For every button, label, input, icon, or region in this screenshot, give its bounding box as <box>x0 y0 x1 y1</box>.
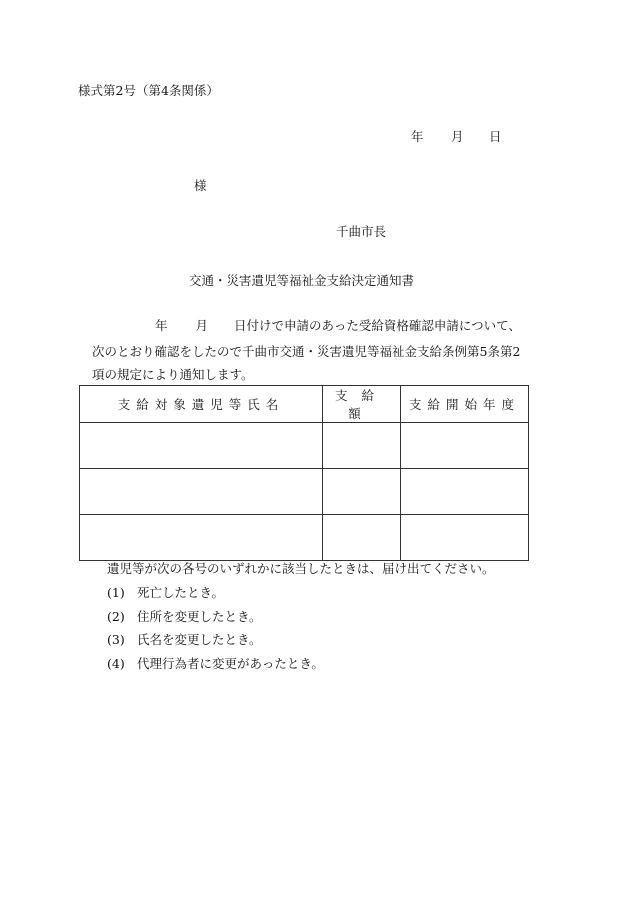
cell-start-year <box>401 423 529 469</box>
header-benefit-amount: 支給額 <box>323 386 401 423</box>
notice-item-text: 住所を変更したとき。 <box>137 609 262 624</box>
notice-intro: 遺児等が次の各号のいずれかに該当したときは、届け出てください。 <box>107 561 495 576</box>
notice-item-text: 死亡したとき。 <box>137 585 225 600</box>
header-recipient-name: 支給対象遺児等氏名 <box>80 386 323 423</box>
notice-item-number: (4) <box>107 656 125 671</box>
body-month-label: 月 <box>195 318 209 333</box>
date-month-label: 月 <box>451 129 464 144</box>
body-year-label: 年 <box>155 318 168 333</box>
table-row <box>80 423 529 469</box>
body-line-2: 次のとおり確認をしたので千曲市交通・災害遺児等福祉金支給条例第5条第2 <box>92 344 521 359</box>
addressee-suffix: 様 <box>194 178 207 193</box>
body-line-3: 項の規定により通知します。 <box>92 367 254 382</box>
cell-recipient-name <box>80 469 323 515</box>
notice-item-number: (2) <box>107 609 125 624</box>
cell-benefit-amount <box>323 423 401 469</box>
date-year-label: 年 <box>411 129 424 144</box>
table-row <box>80 469 529 515</box>
benefit-table <box>79 385 529 561</box>
notice-item-number: (3) <box>107 632 125 647</box>
document-title: 交通・災害遺児等福祉金支給決定通知書 <box>189 273 415 288</box>
cell-start-year <box>401 469 529 515</box>
table-row <box>80 515 529 561</box>
body-line-1-text: 日付けで申請のあった受給資格確認申請について、 <box>234 318 521 333</box>
body-line-1 <box>155 320 521 333</box>
cell-start-year <box>401 515 529 561</box>
date-day-label: 日 <box>489 129 502 144</box>
cell-benefit-amount <box>323 469 401 515</box>
cell-recipient-name <box>80 423 323 469</box>
notice-item-text: 氏名を変更したとき。 <box>137 632 262 647</box>
cell-recipient-name <box>80 515 323 561</box>
header-start-year: 支給開始年度 <box>401 386 529 423</box>
table-header-row <box>80 386 529 423</box>
cell-benefit-amount <box>323 515 401 561</box>
notice-item-number: (1) <box>107 585 125 600</box>
form-number: 様式第2号（第4条関係） <box>78 83 219 98</box>
issuer-name: 千曲市長 <box>336 224 387 239</box>
notice-item-text: 代理行為者に変更があったとき。 <box>137 656 324 671</box>
